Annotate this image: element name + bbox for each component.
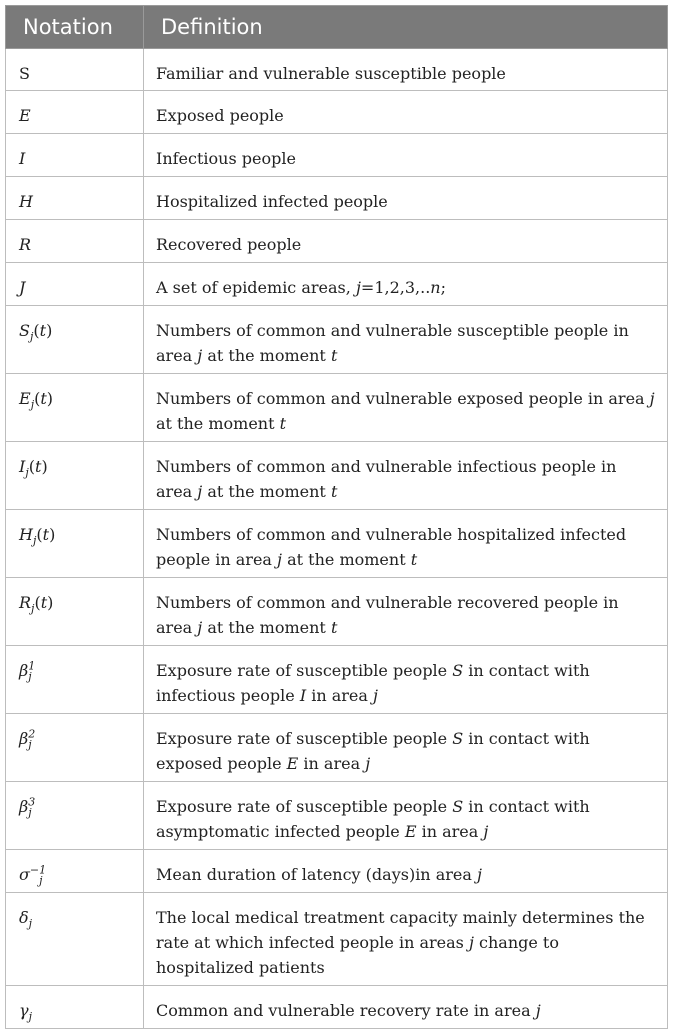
notation-cell: I [6,134,144,177]
definition-cell: Exposed people [144,91,668,134]
definition-cell: Familiar and vulnerable susceptible people [144,49,668,91]
notation-cell: $\beta^3_j$ [6,782,144,850]
table-row [6,177,668,220]
notation-cell: H [6,177,144,220]
notation-cell: S [6,49,144,91]
table-row [6,893,668,986]
definition-cell: Numbers of common and vulnerable exposed people in area j at the moment t [144,374,668,442]
notation-cell: $R_j(t)$ [6,578,144,646]
table-row [6,263,668,306]
definition-cell: Exposure rate of susceptible people S in contact with infectious people I in area j [144,646,668,714]
notation-cell: $S_j(t)$ [6,306,144,374]
definition-cell: Numbers of common and vulnerable infectious people in area j at the moment t [144,442,668,510]
definition-cell: Infectious people [144,134,668,177]
header-notation: Notation [6,6,144,49]
definition-cell: Mean duration of latency (days)in area j [144,850,668,893]
notation-table-container [5,5,667,1029]
definition-cell: Exposure rate of susceptible people S in contact with asymptomatic infected people E in area j [144,782,668,850]
table-row [6,850,668,893]
table-row [6,578,668,646]
notation-cell: E [6,91,144,134]
table-row [6,306,668,374]
definition-cell: Numbers of common and vulnerable hospitalized infected people in area j at the moment t [144,510,668,578]
table-row [6,134,668,177]
header-definition: Definition [144,6,668,49]
table-row [6,714,668,782]
table-row [6,646,668,714]
notation-cell: $E_j(t)$ [6,374,144,442]
definition-cell: A set of epidemic areas, j=1,2,3,..n; [144,263,668,306]
table-row [6,782,668,850]
definition-cell: Numbers of common and vulnerable recovered people in area j at the moment t [144,578,668,646]
notation-cell: $I_j(t)$ [6,442,144,510]
definition-cell: Recovered people [144,220,668,263]
table-header [6,6,668,49]
definition-cell: Exposure rate of susceptible people S in contact with exposed people E in area j [144,714,668,782]
notation-table [5,5,668,1029]
definition-cell: Numbers of common and vulnerable susceptible people in area j at the moment t [144,306,668,374]
notation-cell: R [6,220,144,263]
notation-cell: $\delta_j$ [6,893,144,986]
notation-cell: $\gamma_j$ [6,986,144,1029]
table-row [6,510,668,578]
notation-cell: $\beta^2_j$ [6,714,144,782]
definition-cell: The local medical treatment capacity mainly determines the rate at which infected people in areas j change to hospitalized patients [144,893,668,986]
notation-cell: J [6,263,144,306]
header-row [6,6,668,49]
table-row [6,442,668,510]
notation-cell: $H_j(t)$ [6,510,144,578]
table-row [6,91,668,134]
table-row [6,220,668,263]
definition-cell: Common and vulnerable recovery rate in area j [144,986,668,1029]
table-body [6,49,668,1029]
definition-cell: Hospitalized infected people [144,177,668,220]
table-row [6,374,668,442]
table-row [6,49,668,91]
notation-cell: $\sigma^{-1}_j$ [6,850,144,893]
notation-cell: $\beta^1_j$ [6,646,144,714]
table-row [6,986,668,1029]
